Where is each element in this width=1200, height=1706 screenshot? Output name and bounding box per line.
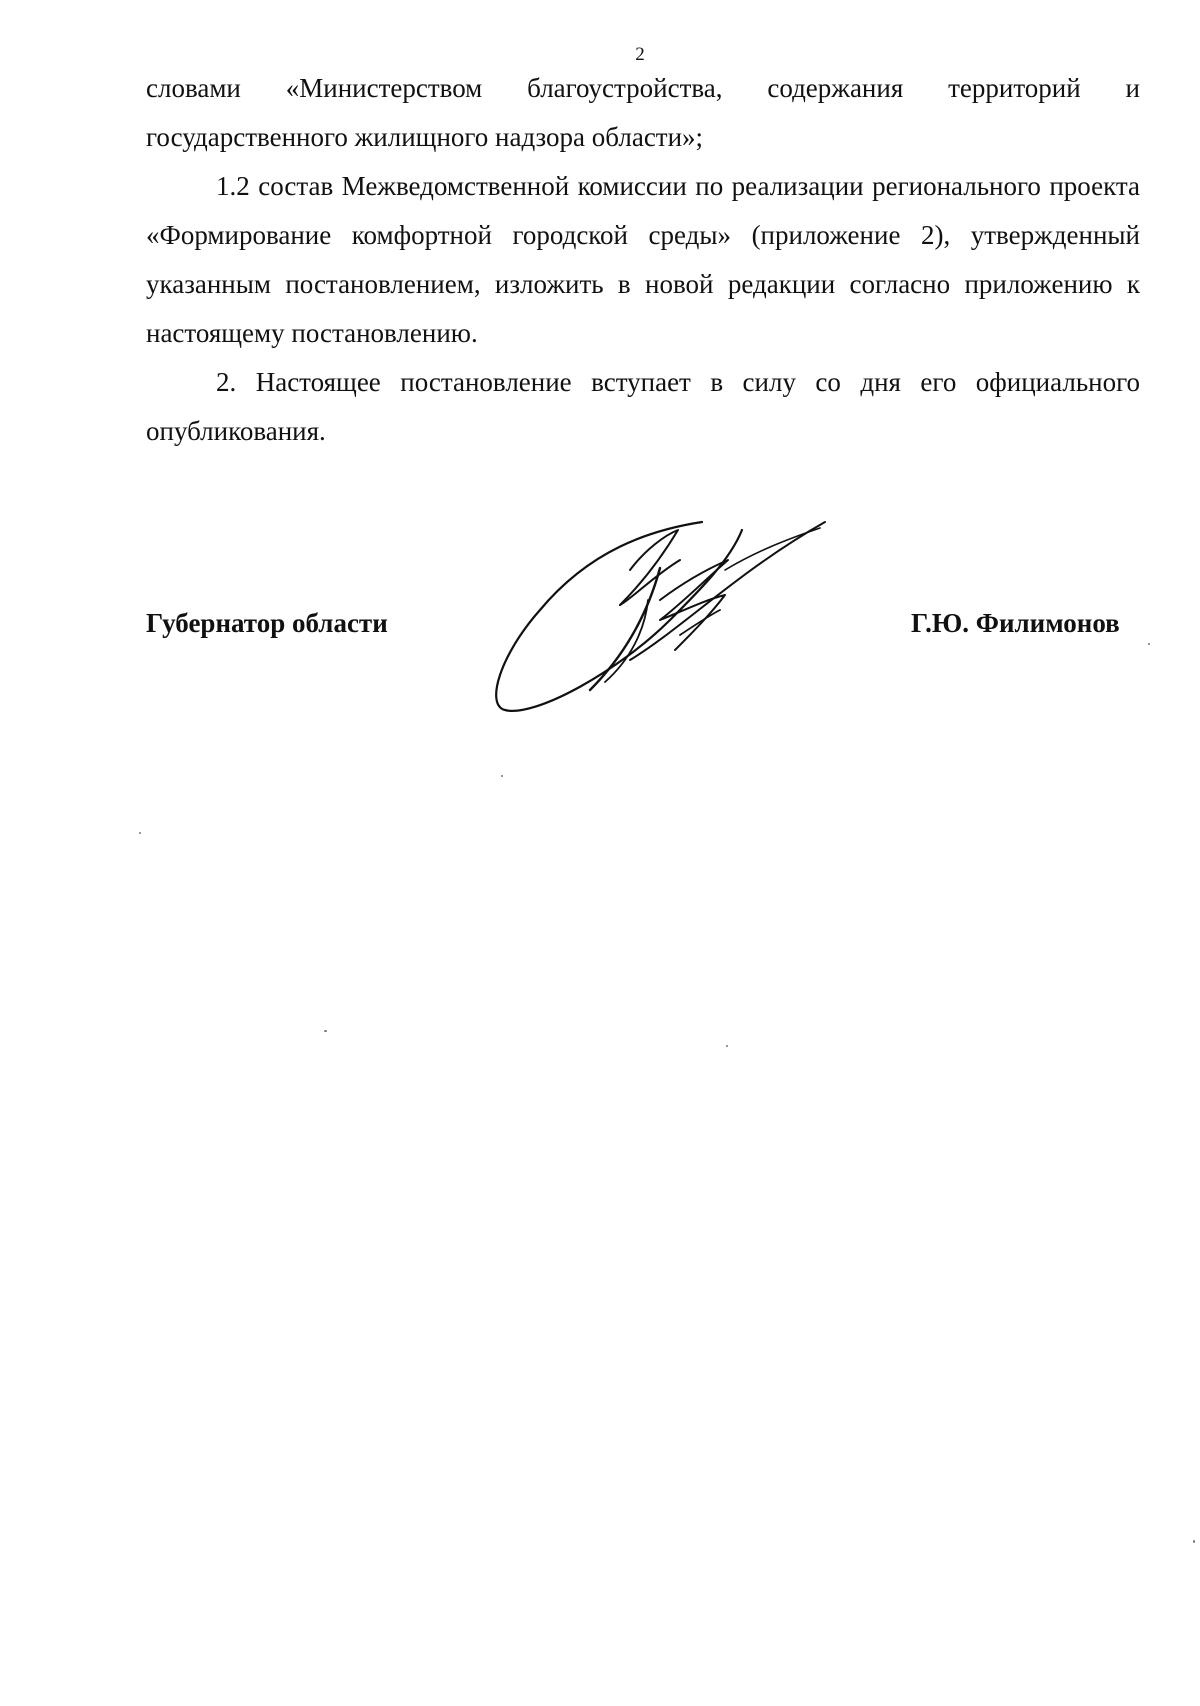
scan-speck: [726, 1045, 728, 1047]
scan-speck: [1193, 1540, 1195, 1543]
paragraph-continuation: словами «Министерством благоустройства, содержания территорий и государственного жилищного надзора области»;: [146, 73, 1140, 152]
paragraph-item-2: 2. Настоящее постановление вступает в силу со дня его официального опубликования.: [146, 367, 1140, 446]
signatory-name: Г.Ю. Филимонов: [911, 608, 1120, 638]
scan-speck: [139, 832, 141, 834]
signatory-position: Губернатор области: [146, 608, 388, 638]
handwritten-signature: [480, 490, 830, 720]
scan-speck: [324, 1030, 327, 1032]
scan-speck: [1148, 643, 1150, 645]
paragraph-item-1-2: 1.2 состав Межведомственной комиссии по реализации регионального проекта «Формирование комфортной городской среды» (приложение 2), утвержденный указанным постановлением, изложить в новой редакции согласно приложению к настоящему постановлению.: [146, 171, 1140, 348]
document-body: [146, 64, 1140, 456]
scan-speck: [501, 775, 503, 777]
page-number: 2: [635, 44, 645, 65]
